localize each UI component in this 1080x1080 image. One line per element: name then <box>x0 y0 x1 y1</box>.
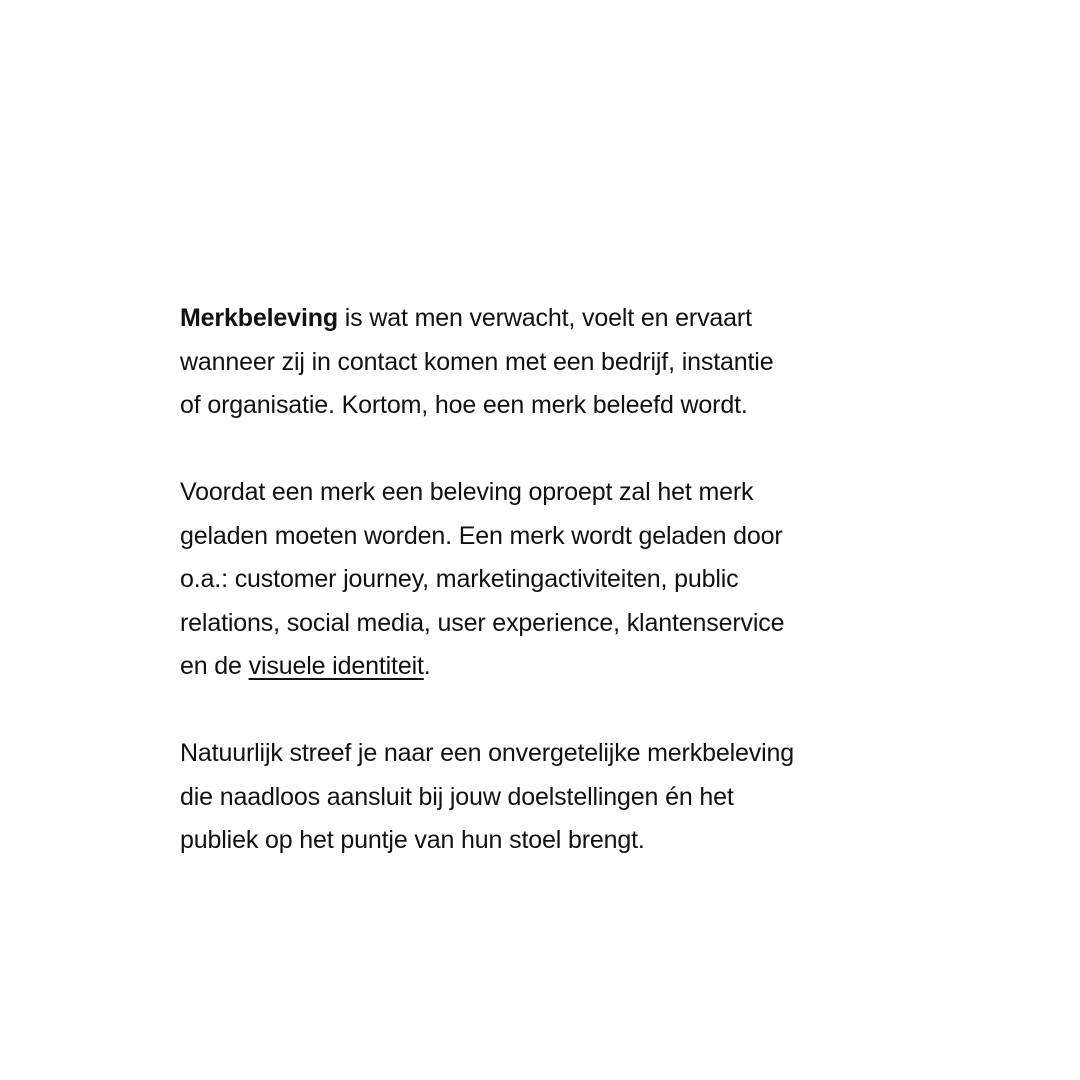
paragraph-line: relations, social media, user experience, klantenservice <box>180 608 785 637</box>
paragraph-line: Voordat een merk een beleving oproept zal het merk <box>180 478 754 506</box>
line-text: . <box>423 652 431 680</box>
paragraph-merkbeleving-definition <box>180 297 900 428</box>
line-text: is wat men verwacht, voelt en ervaart <box>337 304 752 332</box>
paragraph-line: Natuurlijk streef je naar een onvergetelijke merkbeleving <box>180 739 794 767</box>
paragraph-line <box>180 297 900 341</box>
paragraph-line: die naadloos aansluit bij jouw doelstellingen én het <box>180 782 734 811</box>
paragraph-brand-loading <box>180 471 900 689</box>
text-content <box>180 297 900 863</box>
paragraph-unforgettable-experience <box>180 732 900 863</box>
paragraph-line: o.a.: customer journey, marketingactiviteiten, public <box>180 565 739 593</box>
paragraph-line: wanneer zij in contact komen met een bedrijf, instantie <box>180 347 774 376</box>
line-text: en de <box>180 652 249 680</box>
paragraph-line: publiek op het puntje van hun stoel brengt. <box>180 826 645 854</box>
paragraph-line: geladen moeten worden. Een merk wordt geladen door <box>180 521 783 550</box>
visuele-identiteit-link[interactable]: visuele identiteit <box>248 652 424 680</box>
bold-term: Merkbeleving <box>180 304 338 332</box>
paragraph-line: of organisatie. Kortom, hoe een merk beleefd wordt. <box>180 391 748 419</box>
paragraph-line <box>180 645 900 689</box>
